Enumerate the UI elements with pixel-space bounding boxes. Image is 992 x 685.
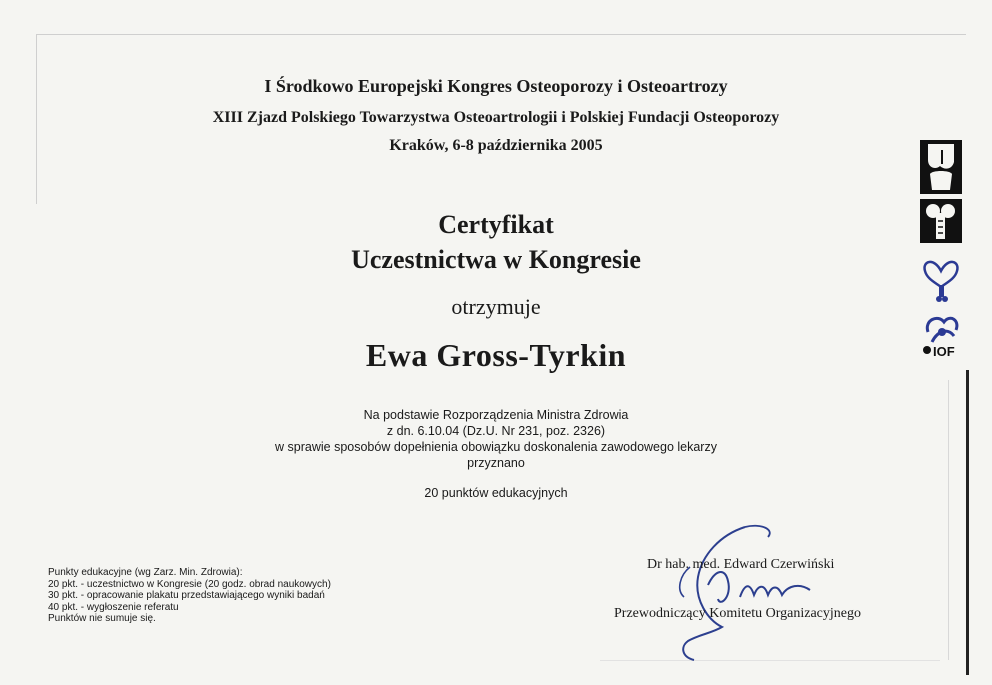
legal-basis-line: Na podstawie Rozporządzenia Ministra Zdrowia xyxy=(363,408,629,422)
notes-line: 30 pkt. - opracowanie plakatu przedstawiającego wyniki badań xyxy=(48,590,325,601)
notes-line: Punkty edukacyjne (wg Zarz. Min. Zdrowia): xyxy=(48,567,243,578)
congress-title: I Środkowo Europejski Kongres Osteoporozy i Osteoartrozy xyxy=(264,76,728,96)
notes-line: 20 pkt. - uczestnictwo w Kongresie (20 godz. obrad naukowych) xyxy=(48,578,331,590)
iof-logo-text: IOF xyxy=(933,344,955,358)
points-notes xyxy=(48,567,331,625)
notes-line: Punktów nie sumuje się. xyxy=(48,613,156,624)
recipient-name: Ewa Gross-Tyrkin xyxy=(365,337,627,373)
legal-basis-line: w sprawie sposobów dopełnienia obowiązku doskonalenia zawodowego lekarzy xyxy=(275,440,717,454)
bone-icon xyxy=(920,199,962,243)
legal-basis-line: z dn. 6.10.04 (Dz.U. Nr 231, poz. 2326) xyxy=(386,424,606,438)
receives-label: otrzymuje xyxy=(451,294,541,319)
legal-basis-line: przyznano xyxy=(467,456,525,470)
certificate-subtitle: Uczestnictwa w Kongresie xyxy=(351,245,641,274)
handwritten-signature xyxy=(650,515,840,670)
signer-name: Dr hab. med. Edward Czerwiński xyxy=(647,557,835,572)
signer-role: Przewodniczący Komitetu Organizacyjnego xyxy=(614,606,861,621)
certificate-title: Certyfikat xyxy=(438,210,554,239)
iof-logo-icon xyxy=(920,312,964,358)
notes-line: 40 pkt. - wygłoszenie referatu xyxy=(48,601,179,613)
legal-basis xyxy=(0,407,992,471)
congress-date-place: Kraków, 6-8 października 2005 xyxy=(389,137,603,154)
heart-bone-icon xyxy=(920,255,962,303)
congress-subtitle: XIII Zjazd Polskiego Towarzystwa Osteoartrologii i Polskiej Fundacji Osteoporozy xyxy=(212,109,780,126)
frame-top-line xyxy=(36,34,966,35)
knee-joint-icon xyxy=(920,140,962,194)
education-points: 20 punktów edukacyjnych xyxy=(424,486,568,500)
